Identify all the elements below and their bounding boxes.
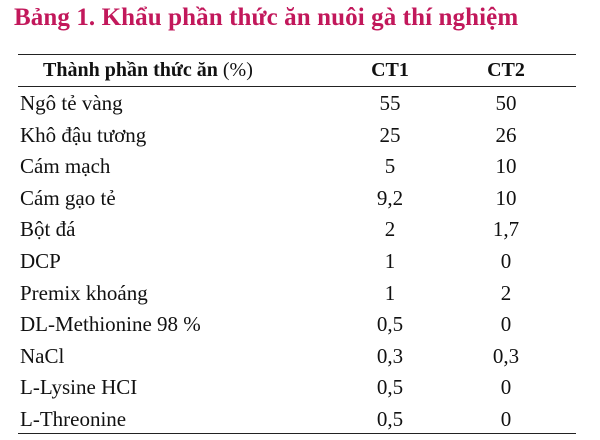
cell-ct1: 2 bbox=[384, 217, 396, 242]
table-row bbox=[0, 309, 600, 341]
table-body bbox=[0, 88, 600, 436]
table-row bbox=[0, 372, 600, 404]
table-row bbox=[0, 151, 600, 183]
header-ingredient-unit: (%) bbox=[217, 59, 253, 81]
table-header-rule bbox=[18, 86, 576, 87]
cell-ct1: 0,5 bbox=[376, 312, 404, 337]
cell-ingredient: Bột đá bbox=[20, 217, 76, 242]
cell-ct1: 0,5 bbox=[376, 375, 404, 400]
cell-ct2: 0 bbox=[500, 406, 512, 431]
table-row bbox=[0, 214, 600, 246]
cell-ct2: 0 bbox=[500, 248, 512, 273]
cell-ct2: 0,3 bbox=[492, 343, 520, 368]
header-ct2: CT2 bbox=[487, 59, 525, 81]
cell-ct1: 9,2 bbox=[376, 185, 404, 210]
table-header bbox=[0, 55, 600, 86]
cell-ct2: 0 bbox=[500, 312, 512, 337]
cell-ingredient: Ngô tẻ vàng bbox=[20, 91, 123, 115]
cell-ct1: 25 bbox=[379, 122, 401, 147]
cell-ct2: 2 bbox=[500, 280, 512, 305]
cell-ct1: 0,5 bbox=[376, 406, 404, 431]
table-bottom-rule bbox=[18, 433, 576, 434]
cell-ingredient: NaCl bbox=[20, 343, 65, 368]
table-row bbox=[0, 120, 600, 152]
cell-ct2: 50 bbox=[495, 91, 517, 115]
table-row bbox=[0, 278, 600, 310]
header-ingredient bbox=[43, 59, 253, 82]
table-row bbox=[0, 246, 600, 278]
table-row bbox=[0, 183, 600, 215]
cell-ingredient: L-Threonine bbox=[20, 406, 127, 431]
table-row bbox=[0, 404, 600, 436]
table-row bbox=[0, 88, 600, 120]
header-ingredient-label: Thành phần thức ăn bbox=[43, 59, 218, 81]
cell-ingredient: L-Lysine HCI bbox=[20, 375, 138, 400]
cell-ct1: 1 bbox=[384, 280, 396, 305]
cell-ingredient: Cám gạo tẻ bbox=[20, 185, 116, 210]
header-ct1: CT1 bbox=[371, 59, 409, 81]
cell-ct2: 0 bbox=[500, 375, 512, 400]
cell-ct2: 1,7 bbox=[492, 217, 520, 242]
cell-ct2: 26 bbox=[495, 122, 517, 147]
table-title: Bảng 1. Khẩu phần thức ăn nuôi gà thí nghiệm bbox=[14, 4, 519, 31]
cell-ct1: 55 bbox=[379, 91, 401, 115]
cell-ingredient: Khô đậu tương bbox=[20, 122, 147, 147]
cell-ingredient: Premix khoáng bbox=[20, 280, 148, 305]
cell-ct2: 10 bbox=[495, 154, 517, 179]
cell-ct1: 0,3 bbox=[376, 343, 404, 368]
cell-ct1: 5 bbox=[384, 154, 396, 179]
table-row bbox=[0, 341, 600, 373]
cell-ingredient: DCP bbox=[20, 248, 61, 273]
cell-ingredient: DL-Methionine 98 % bbox=[20, 312, 201, 337]
cell-ct2: 10 bbox=[495, 185, 517, 210]
cell-ingredient: Cám mạch bbox=[20, 154, 111, 179]
cell-ct1: 1 bbox=[384, 248, 396, 273]
